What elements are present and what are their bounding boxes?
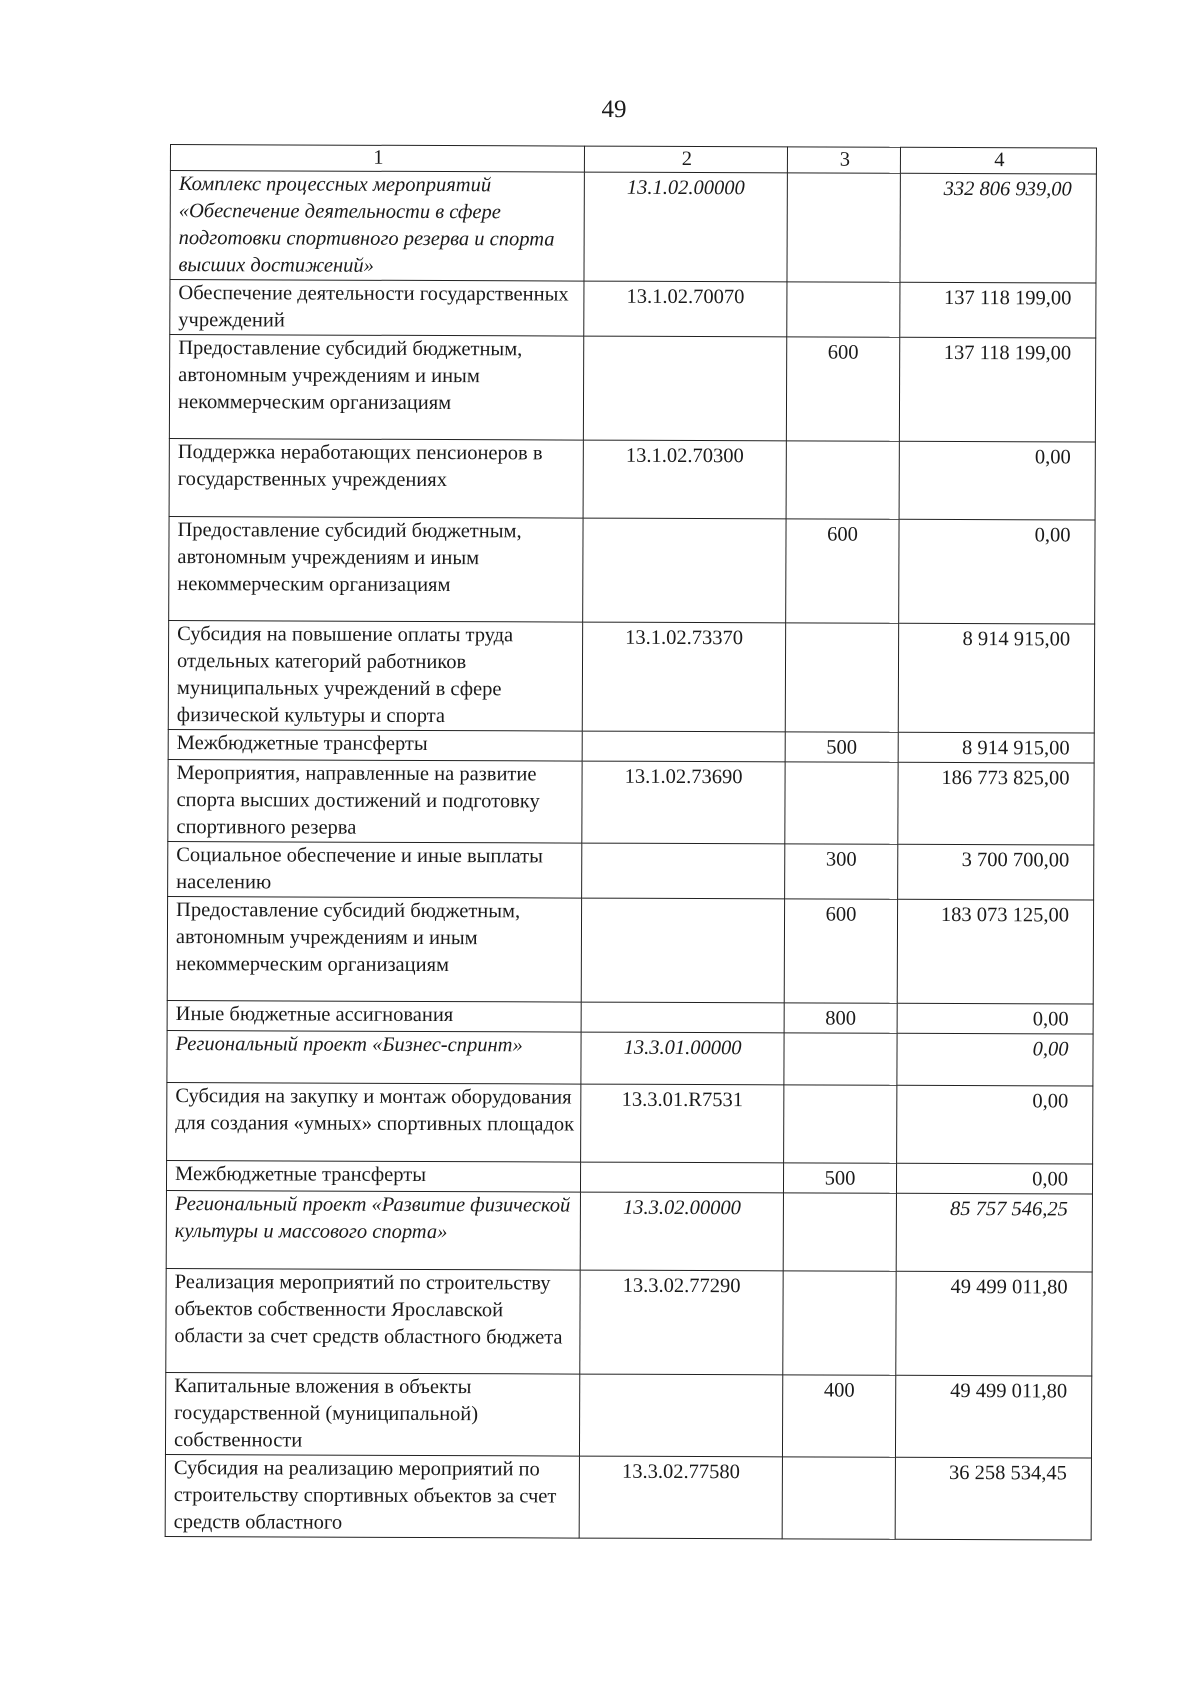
row-code <box>580 1162 783 1193</box>
row-expense-type: 800 <box>784 1003 897 1033</box>
row-expense-type <box>786 441 899 519</box>
table-row <box>169 438 1095 520</box>
row-expense-type <box>784 1033 897 1085</box>
row-name: Капитальные вложения в объекты государственной (муниципальной) собственности <box>165 1372 579 1456</box>
row-name: Межбюджетные трансферты <box>168 729 582 761</box>
row-code <box>583 518 786 623</box>
row-expense-type <box>783 1271 896 1375</box>
row-amount: 8 914 915,00 <box>898 732 1094 763</box>
table-row <box>170 171 1096 284</box>
row-amount: 49 499 011,80 <box>895 1375 1091 1458</box>
table-row <box>168 729 1094 763</box>
table-row <box>168 841 1094 900</box>
table-row <box>168 620 1094 733</box>
row-name: Предоставление субсидий бюджетным, автономным учреждениям и иным некоммерческим организациям <box>169 335 583 441</box>
row-name: Комплекс процессных мероприятий «Обеспечение деятельности в сфере подготовки спортивного резерва и спорта высших достижений» <box>170 171 584 282</box>
row-name: Социальное обеспечение и иные выплаты населению <box>168 841 582 898</box>
table-row <box>167 896 1093 1004</box>
row-code: 13.3.02.77580 <box>579 1456 782 1539</box>
row-amount: 332 806 939,00 <box>900 173 1096 283</box>
row-name: Поддержка неработающих пенсионеров в государственных учреждениях <box>169 438 583 518</box>
row-amount: 85 757 546,25 <box>896 1193 1092 1272</box>
row-code: 13.3.02.77290 <box>580 1270 783 1375</box>
row-amount: 137 118 199,00 <box>899 337 1095 442</box>
row-code <box>582 843 785 899</box>
row-name: Субсидия на повышение оплаты труда отдельных категорий работников муниципальных учреждений в сфере физической культуры и спорта <box>168 620 582 731</box>
row-code <box>581 1002 784 1033</box>
row-code: 13.3.02.00000 <box>580 1192 783 1271</box>
row-expense-type <box>787 173 900 282</box>
budget-table-container <box>165 144 1096 1541</box>
row-amount: 0,00 <box>899 519 1095 624</box>
row-code: 13.1.02.70300 <box>583 440 786 519</box>
row-amount: 183 073 125,00 <box>897 899 1093 1004</box>
table-row <box>167 1030 1093 1086</box>
row-code <box>582 731 785 762</box>
row-code: 13.3.01.00000 <box>581 1032 784 1085</box>
table-row <box>165 1372 1091 1458</box>
row-name: Субсидия на реализацию мероприятий по строительству спортивных объектов за счет средств областного <box>165 1454 579 1538</box>
header-col-1: 1 <box>170 145 584 173</box>
row-expense-type <box>784 1085 897 1163</box>
table-row <box>166 1160 1092 1194</box>
row-expense-type <box>785 623 898 732</box>
row-name: Реализация мероприятий по строительству объектов собственности Ярославской области за счет средств областного бюджета <box>166 1268 580 1374</box>
row-code <box>579 1374 782 1457</box>
row-code: 13.1.02.73370 <box>582 622 785 732</box>
row-code: 13.1.02.70070 <box>584 281 787 337</box>
row-name: Предоставление субсидий бюджетным, автономным учреждениям и иным некоммерческим организациям <box>169 516 583 622</box>
row-expense-type: 600 <box>784 899 897 1003</box>
row-code: 13.3.01.R7531 <box>581 1084 784 1163</box>
row-amount: 0,00 <box>899 441 1095 520</box>
row-name: Иные бюджетные ассигнования <box>167 1000 581 1032</box>
row-amount: 0,00 <box>897 1033 1093 1086</box>
row-name: Предоставление субсидий бюджетным, автономным учреждениям и иным некоммерческим организациям <box>167 896 581 1002</box>
table-row <box>168 759 1094 845</box>
row-expense-type <box>783 1193 896 1271</box>
row-name: Обеспечение деятельности государственных учреждений <box>170 280 584 337</box>
table-row <box>169 335 1095 443</box>
table-row <box>166 1268 1092 1376</box>
table-row <box>166 1190 1092 1272</box>
row-amount: 36 258 534,45 <box>895 1457 1091 1540</box>
row-amount: 0,00 <box>896 1163 1092 1194</box>
header-col-4: 4 <box>900 147 1096 174</box>
row-amount: 3 700 700,00 <box>898 844 1094 900</box>
row-expense-type: 300 <box>785 844 898 899</box>
row-code <box>583 336 786 441</box>
row-amount: 186 773 825,00 <box>898 762 1094 845</box>
row-amount: 8 914 915,00 <box>898 623 1094 733</box>
row-name: Мероприятия, направленные на развитие спорта высших достижений и подготовку спортивного резерва <box>168 759 582 843</box>
row-expense-type: 500 <box>785 732 898 762</box>
row-code: 13.1.02.00000 <box>584 172 787 282</box>
row-name: Региональный проект «Развитие физической культуры и массового спорта» <box>166 1190 580 1270</box>
row-amount: 49 499 011,80 <box>896 1271 1092 1376</box>
row-name: Межбюджетные трансферты <box>166 1160 580 1192</box>
row-expense-type <box>785 762 898 844</box>
table-row <box>167 1082 1093 1164</box>
table-row <box>170 280 1096 339</box>
budget-table <box>165 144 1097 1541</box>
row-amount: 0,00 <box>897 1003 1093 1034</box>
row-expense-type: 600 <box>786 519 899 623</box>
page-number: 49 <box>601 96 627 123</box>
header-row <box>170 145 1096 175</box>
row-expense-type: 500 <box>783 1163 896 1193</box>
row-code <box>581 898 784 1003</box>
header-col-3: 3 <box>787 147 900 173</box>
table-row <box>169 516 1095 624</box>
row-expense-type: 600 <box>786 337 899 441</box>
row-expense-type: 400 <box>782 1375 895 1457</box>
row-name: Региональный проект «Бизнес-спринт» <box>167 1030 581 1084</box>
row-code: 13.1.02.73690 <box>582 761 785 844</box>
row-amount: 0,00 <box>897 1085 1093 1164</box>
table-row <box>165 1454 1091 1540</box>
row-expense-type <box>782 1457 895 1539</box>
row-amount: 137 118 199,00 <box>900 282 1096 338</box>
table-row <box>167 1000 1093 1034</box>
row-expense-type <box>787 282 900 337</box>
row-name: Субсидия на закупку и монтаж оборудования для создания «умных» спортивных площадок <box>167 1082 581 1162</box>
header-col-2: 2 <box>584 146 787 173</box>
